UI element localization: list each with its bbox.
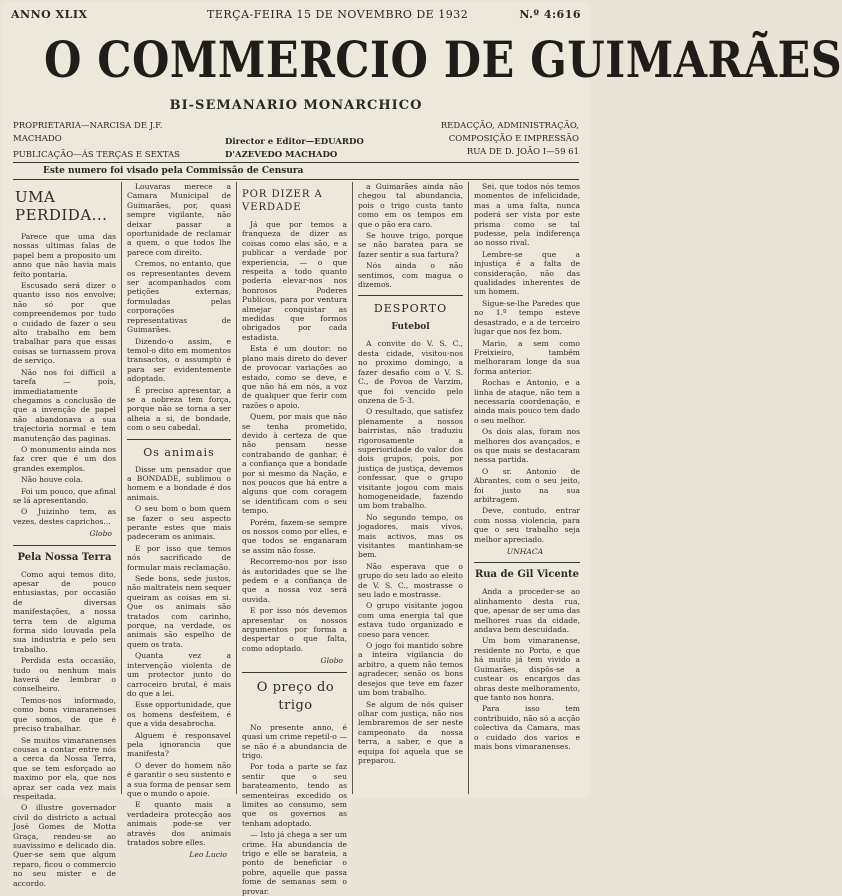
article-paragraph: Cremos, no entanto, que os representantes devem ser acompanhados com petições externas, formuladas pelas corporações representativas de Guimarães.	[127, 259, 231, 335]
article-paragraph: Os dois alas, foram nos melhores dos avançados, e os que mais se destacaram nessa partida.	[474, 427, 580, 465]
article-paragraph: Anda a proceder-se ao alinhamento desta rua, que, apesar de ser uma das melhores ruas da cidade, andava bem descuidada.	[474, 587, 580, 635]
article-paragraph: Quanta vez a intervenção violenta de um protector junto do carroceiro brutal, é mais do que a lei.	[127, 651, 231, 698]
article-heading: O preço do trigo	[256, 679, 335, 713]
article-paragraph: E por isso que temos nós sacrificado de formular mais reclamação.	[127, 543, 231, 572]
article-paragraph: Por toda a parte se faz sentir que o seu barateamento, tendo as sementeiras excedido os limites ao consumo, sem que os governos as tenham adoptado.	[242, 762, 347, 828]
article-signature: UNHACA	[506, 547, 544, 557]
article-paragraph: Temos-nos informado, como bons vimaranenses que somos, de que é preciso trabalhar.	[13, 695, 116, 734]
issue-line	[11, 8, 581, 24]
column-2	[127, 182, 231, 860]
publisher-right	[399, 120, 579, 159]
article-paragraph: E por isso nós devemos apresentar os nossos argumentos por forma a despertar o que falta, como adoptado.	[242, 606, 347, 653]
article-paragraph: Um bom vimaranense, residente no Porto, e que há muito já tem vivido a Guimarães, dispôs-se a custear os encargos das obras deste melhoramento, que tanto nos honra.	[474, 636, 580, 702]
article-paragraph: No presente anno, é quasi um crime repetil-o — se não é a abundancia de trigo.	[242, 722, 347, 760]
publisher-info	[13, 120, 579, 160]
article-paragraph: O monumento ainda nos faz crer que é um dos grandes exemplos.	[13, 444, 116, 473]
article-heading: Rua de Gil Vicente	[474, 569, 580, 581]
article-paragraph: Esse opportunidade, que os homens desfeitem, é que a vida desabrocha.	[127, 700, 231, 729]
address-line: RUA DE D. JOÃO I—59 61	[466, 147, 579, 157]
article-paragraph: Não houve cola.	[21, 475, 83, 485]
article-paragraph: Sigue-se-lhe Paredes que no 1.º tempo esteve desastrado, e a de terceiro lugar que nos fez bom.	[474, 298, 580, 337]
article-signature: Globo	[89, 529, 112, 539]
column-3	[242, 182, 347, 896]
article-paragraph: E quanto mais a verdadeira protecção aos animais pode-se ver através dos animais tratados sobre elles.	[127, 800, 231, 847]
article-divider	[474, 562, 580, 563]
article-paragraph: Se muitos vimaranenses cousas a contar entre nós a cerca da Nossa Terra, que se tem esforçado ao maximo por ela, que nos apraz ser cada vez mais respeitada.	[13, 735, 116, 801]
article-divider	[358, 295, 463, 296]
issue-year: ANNO XLIX	[11, 8, 88, 21]
column-divider	[468, 182, 469, 794]
article-paragraph: Nós ainda o não sentimos, com magua o dizemos.	[358, 261, 463, 290]
article-paragraph: Perdida esta occasião, tudo ou nenhum mais haverá de lembrar o conselheiro.	[13, 656, 116, 694]
column-divider	[236, 182, 237, 794]
article-paragraph: No segundo tempo, os jogadores, mais vivos, mais activos, mas os visitantes mantinham-se bem.	[358, 512, 463, 560]
article-paragraph: Louvaras merece a Camara Municipal de Guimarães, por, quasi sempre vigilante, não deixar passar a oportunidade de reclamar a quem, o que todos lhe parece com direito.	[127, 182, 231, 257]
article-paragraph: O resultado, que satisfez plenamente a nossos bairristas, não traduziu rigorosamente a superioridade do valor dos dois grupos, pois, por justiça de justiça, devemos confessar, que o grupo visitante jogou com mais homogeneidade, fazendo um bom trabalho.	[358, 407, 463, 511]
article-paragraph: Já que por temos a franqueza de dizer as coisas como elas são, e a publicar a verdade por experiencia, — o que respeita a todo quanto poderia elevar-nos nos honrosos Poderes Publicos, para por ventura almejar conquistar as medidas que formos obrigados por cada estadista.	[242, 220, 347, 342]
article-divider	[242, 672, 347, 673]
owner-line: PROPRIETARIA—NARCISA DE J.F. MACHADO	[13, 121, 163, 144]
article-paragraph: Recorremo-nos por isso ás autoridades que se lhe pedem e a confiança de que a nossa voz será ouvida.	[242, 557, 347, 604]
article-heading: UMA PERDIDA...	[15, 188, 108, 224]
article-paragraph: O jogo foi mantido sobre a inteira vigilancia do arbitro, a quem não temos agradecer, senão os bons desejos que teve em fazer um bom trabalho.	[358, 641, 463, 698]
header-rule-lower	[13, 179, 579, 180]
newspaper-page	[3, 2, 842, 896]
article-paragraph: O seu bom o bom quem se fazer o seu aspecto perante estes que mais padeceram os animais.	[127, 504, 231, 542]
article-paragraph: Quem, por mais que não se tenha prometido, devido à certeza de que não pensam nesse contrabando de ganhar, é a confiança que a bondade por si mesmo da Nação, e nos poucos que há entre a alguns que com coragem se identificam com o seu tempo.	[242, 412, 347, 516]
director-line: Director e Editor—EDUARDO D'AZEVEDO MACHADO	[225, 137, 364, 160]
article-heading: Futebol	[391, 322, 430, 333]
article-paragraph: Se houve trigo, porque se não baratea para se fazer sentir a sua fartura?	[358, 231, 463, 259]
article-paragraph: Se algum de nós quiser olhar com justiça, não nos lembraremos de ser neste campeonato da nossa terra, a saber, e que a equipa foi aquela que se preparou.	[358, 699, 463, 765]
masthead-title: O COMMERCIO DE GUIMARÃES	[44, 30, 842, 89]
article-paragraph: O illustre governador civil do districto a actual José Gomes de Motta Graça, rendeu-se ao suavissimo e delicado dia. Quer-se sem que algum reparo, ficou o commercio no seu mister e de accordo.	[13, 803, 116, 888]
article-paragraph: Sei, que todos nós temos momentos de infelicidade, mas a uma falta, nunca poderá ser vista por este prisma como se tal pudesse, pela indiferença ao nosso rival.	[474, 182, 580, 248]
article-paragraph: a Guimarães ainda não chegou tal abundancia, pois o trigo custa tanto como em os tempos em que o pão era caro.	[358, 182, 463, 229]
article-paragraph: Porém, fazem-se sempre os nossos como por elles, e que todos se enganaram se assim não fosse.	[242, 517, 347, 555]
column-divider	[352, 182, 353, 794]
article-paragraph: Rochas e Antonio, e a linha de ataque, não tem a necessaria coordenação, e ainda mais pouco tem dado o seu melhor.	[474, 378, 580, 425]
section-heading: DESPORTO	[373, 302, 448, 316]
article-paragraph: É preciso apresentar, a se a nobreza tem força, porque não se torna a ser alheia a si, de bondade, com o seu cabedal.	[127, 385, 231, 433]
article-paragraph: Escusado será dizer o quanto isso nos envolve; não só por que compreendemos por tudo o cuidado de fazer o seu alto trabalho em bem trabalhar para que essas coisas se tornassem prova de serviço.	[13, 281, 116, 366]
censor-note: Este numero foi visado pela Commissão de Censura	[43, 166, 304, 176]
article-paragraph: Parece que uma das nossas ultimas falas de papel bem a proposito um anno que não havia mais feito pontaria.	[13, 232, 116, 279]
article-paragraph: O grupo visitante jogou com uma energia tal que estava tudo organizado e coeso para vencer.	[358, 601, 463, 639]
article-paragraph: Para isso tem contribuido, não só a acção colectiva da Camara, mas o cuidado dos varios e mais bons vimaranenses.	[474, 704, 580, 751]
article-divider	[127, 439, 231, 440]
article-paragraph: O Juizinho tem, as vezes, destes caprichos...	[13, 507, 116, 526]
article-paragraph: Como aqui temos dito, apesar de pouco entusiastas, por occasião de diversas manifestações, a nossa terra tem de alguma forma sido louvada pela sua industria e pelo seu trabalho.	[13, 569, 116, 654]
article-paragraph: A convite do V. S. C., desta cidade, visitou-nos no proximo domingo, a fazer desafio com o V. S. C., de Povoa de Varzim, que foi vencido pelo onzena de 5-3.	[358, 339, 463, 405]
article-paragraph: Não nos foi difficil a tarefa — pois, immediatamente chegamos a conclusão de que a invenção de papel não abandonava a sua trajectoria normal e tem manutenção das paginas.	[13, 367, 116, 443]
column-5	[474, 182, 580, 794]
publication-line: PUBLICAÇÃO—ÁS TERÇAS E SEXTAS	[13, 150, 180, 160]
article-paragraph: O dever do homem não é garantir o seu sustento e a sua forma de pensar sem que o mundo o apoie.	[127, 760, 231, 798]
article-paragraph: Foi um pouco, que afinal se lá apresentando.	[13, 486, 116, 505]
article-paragraph: Esta é um doutor: no plano mais direto do dever de provocar variações ao estado, como se deve, e que não há em nós, a voz de qualquer que ferir com razões o apoio.	[242, 344, 347, 410]
issue-date: TERÇA-FEIRA 15 DE NOVEMBRO DE 1932	[207, 8, 469, 21]
article-heading: Os animais	[143, 445, 215, 459]
article-paragraph: Não esperava que o grupo do seu lado ao eleito de V. S. C., mostrasse o seu lado e mostrasse.	[358, 561, 463, 600]
article-paragraph: Lembre-se que a injustiça é a falta de consideração, não das qualidades inherentes de um homem.	[474, 249, 580, 297]
article-paragraph: Dizendo-o assim, e temol-o dito em momentos transactos, o assumpto é para ser evidentemente adoptado.	[127, 336, 231, 384]
article-paragraph: Mario, a sem como Freixieiro, também melhoraram longe da sua forma anterior.	[474, 338, 580, 376]
column-1	[13, 182, 116, 888]
article-heading: POR DIZER A VERDADE	[242, 189, 323, 213]
article-paragraph: Deve, contudo, entrar com nossa violencia, para que o seu trabalho seja melhor apreciado.	[474, 506, 580, 544]
publisher-left	[13, 120, 203, 162]
article-divider	[13, 545, 116, 546]
issue-number: N.º 4:616	[519, 8, 581, 21]
article-heading: Pela Nossa Terra	[17, 551, 112, 563]
redaction-line: REDACÇÃO, ADMINISTRAÇÃO, COMPOSIÇÃO E IMPRESSÃO	[440, 121, 579, 144]
masthead-subtitle: BI-SEMANARIO MONARCHICO	[169, 98, 423, 113]
article-paragraph: Alguem é responsavel pela ignorancia que manifesta?	[127, 730, 231, 759]
article-paragraph: — Isto já chega a ser um crime. Ha abundancia de trigo e elle se barateia, a ponto de beneficiar o pobre, aquelle que passa fome de semanas sem o provar.	[242, 830, 347, 896]
article-paragraph: Disse um pensador que a BONDADE, sublimou o homem e a bondade é dos animais.	[127, 464, 231, 502]
article-signature: Globo	[320, 656, 343, 666]
header-rule	[13, 162, 579, 163]
article-paragraph: Sede bons, sede justos, não maltrateis nem sequer queiram as coisas em si. Que os animais são tratados com carinho, porque, na verdade, os animais são espelho de quem os trata.	[127, 574, 231, 649]
column-divider	[121, 182, 122, 794]
article-paragraph: O sr. Antonio de Abrantes, com o seu jeito, foi justo na sua arbitragem.	[474, 466, 580, 504]
column-4	[358, 182, 463, 794]
article-signature: Leo Lucio	[189, 850, 227, 860]
